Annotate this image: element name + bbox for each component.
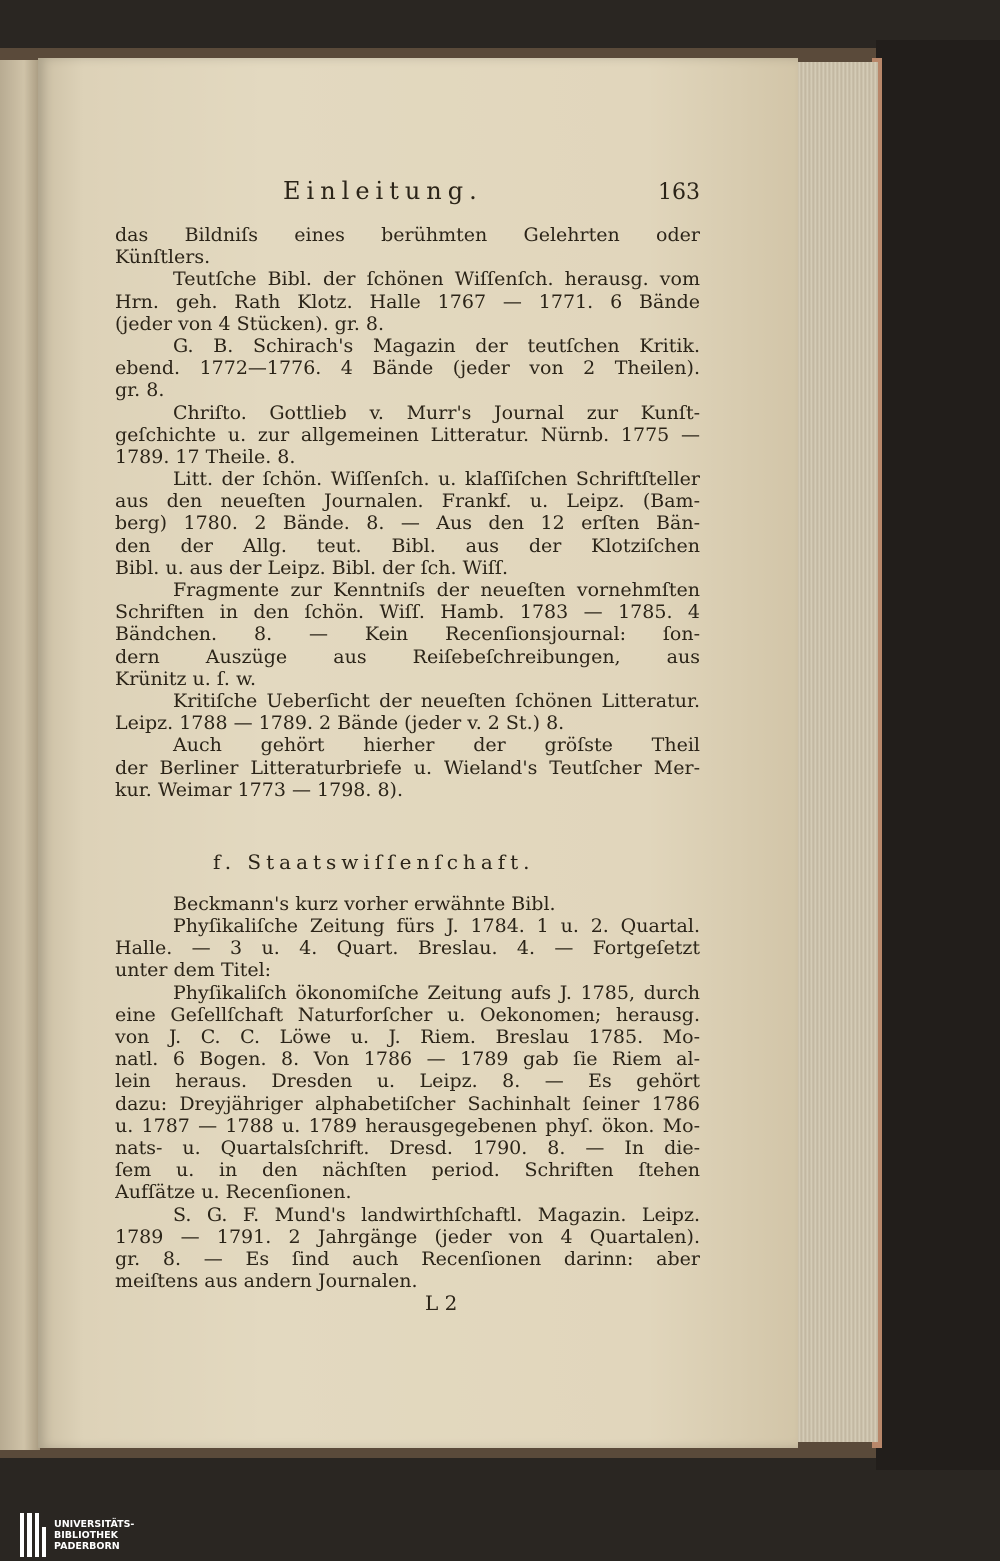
text-line: Schriften in den ſchön. Wiſſ. Hamb. 1783 — 1785. 4 [115, 601, 700, 624]
text-line: Teutſche Bibl. der ſchönen Wiſſenſch. herausg. vom [173, 268, 700, 291]
library-logo [20, 1512, 134, 1558]
text-line: nats- u. Quartalsſchrift. Dresd. 1790. 8. — In die- [115, 1136, 700, 1159]
text-line: berg) 1780. 2 Bände. 8. — Aus den 12 erſten Bän- [115, 512, 700, 535]
text-line: Bibl. u. aus der Leipz. Bibl. der ſch. Wiſſ. [115, 556, 508, 579]
entry-paragraph [115, 734, 700, 801]
page-number: 163 [658, 180, 700, 205]
text-line: Aufſätze u. Recenſionen. [115, 1181, 352, 1204]
text-line: von J. C. C. Löwe u. J. Riem. Breslau 1785. Mo- [115, 1026, 700, 1048]
text-line: Phyſikaliſch ökonomiſche Zeitung aufs J. 1785, durch [173, 981, 700, 1004]
text-line: u. 1787 — 1788 u. 1789 herausgegebenen phyſ. ökon. Mo- [115, 1114, 700, 1137]
running-header [115, 177, 700, 224]
text-line: Auch gehört hierher der gröſste Theil [173, 734, 700, 757]
text-line: meiſtens aus andern Journalen. [115, 1270, 418, 1293]
library-logo-mark [20, 1513, 46, 1557]
entry-paragraph [115, 915, 700, 982]
entry-paragraph [115, 893, 700, 915]
entries-before-section [115, 224, 700, 801]
text-line: ſem u. in den nächſten period. Schriften ſtehen [115, 1159, 700, 1182]
page-text [115, 177, 700, 1318]
text-line: lein heraus. Dresden u. Leipz. 8. — Es gehört [115, 1070, 700, 1093]
text-line: ebend. 1772—1776. 4 Bände (jeder von 2 Theilen). [115, 357, 700, 380]
logo-line-3: PADERBORN [54, 1540, 120, 1552]
text-line: S. G. F. Mund's landwirthſchaftl. Magazin. Leipz. [173, 1203, 700, 1226]
entry-paragraph [115, 1204, 700, 1293]
text-line: 1789 — 1791. 2 Jahrgänge (jeder von 4 Quartalen). [115, 1225, 700, 1248]
text-line: gr. 8. [115, 379, 165, 402]
text-line: G. B. Schirach's Magazin der teutſchen Kritik. [173, 334, 700, 357]
text-line: Litt. der ſchön. Wiſſenſch. u. klaſſiſchen Schriftſteller [173, 468, 700, 491]
entry-paragraph [115, 335, 700, 402]
text-line: den der Allg. teut. Bibl. aus der Klotziſchen [115, 534, 700, 557]
section-heading: f. Staatswiſſenſchaft. [213, 849, 535, 874]
entry-paragraph [115, 268, 700, 335]
book-cover [876, 40, 1000, 1470]
text-line: (jeder von 4 Stücken). gr. 8. [115, 312, 385, 335]
entry-paragraph [115, 690, 700, 734]
text-line: Halle. — 3 u. 4. Quart. Breslau. 4. — Fortgeſetzt [115, 937, 700, 960]
entry-paragraph [115, 402, 700, 469]
text-line: das Bildniſs eines berühmten Gelehrten oder [115, 224, 700, 246]
text-line: Leipz. 1788 — 1789. 2 Bände (jeder v. 2 St.) 8. [115, 712, 565, 735]
text-line: aus den neueſten Journalen. Frankf. u. Leipz. (Bam- [115, 490, 700, 513]
page-fore-edge [798, 62, 878, 1442]
entry-paragraph [115, 982, 700, 1204]
text-line: 1789. 17 Theile. 8. [115, 445, 296, 468]
text-line: dern Auszüge aus Reiſebeſchreibungen, aus [115, 645, 700, 668]
text-line: Beckmann's kurz vorher erwähnte Bibl. [173, 892, 556, 915]
text-line: Künſtlers. [115, 246, 211, 269]
text-line: Hrn. geh. Rath Klotz. Halle 1767 — 1771. 6 Bände [115, 290, 700, 313]
text-line: dazu: Dreyjähriger alphabetiſcher Sachinhalt ſeiner 1786 [115, 1092, 700, 1115]
library-logo-text [54, 1519, 134, 1552]
text-line: gr. 8. — Es ſind auch Recenſionen darinn: aber [115, 1247, 700, 1270]
logo-line-2: BIBLIOTHEK [54, 1529, 118, 1541]
text-line: geſchichte u. zur allgemeinen Litteratur. Nürnb. 1775 — [115, 423, 700, 446]
entry-paragraph [115, 224, 700, 268]
spacer [115, 801, 700, 841]
entry-paragraph [115, 579, 700, 690]
text-line: eine Geſellſchaft Naturforſcher u. Oekonomen; herausg. [115, 1003, 700, 1026]
logo-line-1: UNIVERSITÄTS- [54, 1518, 135, 1530]
entry-paragraph [115, 468, 700, 579]
text-line: unter dem Titel: [115, 959, 272, 982]
text-line: Kritiſche Ueberſicht der neueſten ſchönen Litteratur. [173, 689, 700, 712]
text-line: Fragmente zur Kenntniſs der neueſten vornehmſten [173, 579, 700, 601]
text-line: Phyſikaliſche Zeitung fürs J. 1784. 1 u. 2. Quartal. [173, 915, 700, 938]
text-line: Bändchen. 8. — Kein Recenſionsjournal: ſon- [115, 623, 700, 646]
text-line: Chriſto. Gottlieb v. Murr's Journal zur Kunſt- [173, 401, 700, 424]
entries-after-section [115, 893, 700, 1292]
signature-mark: L 2 [425, 1291, 458, 1316]
facing-page-edge [0, 60, 40, 1450]
text-line: Krünitz u. ſ. w. [115, 667, 256, 690]
text-line: kur. Weimar 1773 — 1798. 8). [115, 778, 403, 801]
text-line: der Berliner Litteraturbriefe u. Wieland's Teutſcher Mer- [115, 756, 700, 779]
header-title: Einleitung. [283, 177, 483, 205]
text-line: natl. 6 Bogen. 8. Von 1786 — 1789 gab ſie Riem al- [115, 1048, 700, 1071]
